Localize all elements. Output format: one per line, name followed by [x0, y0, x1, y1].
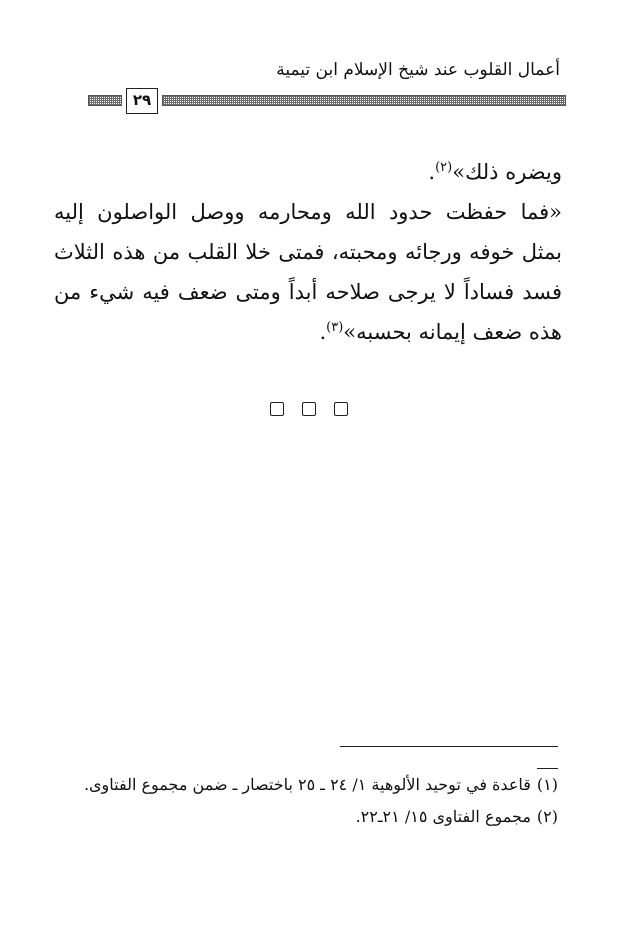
footnote-number: (١) [537, 768, 558, 801]
footnote-text: مجموع الفتاوى ١٥/ ٢١ـ٢٢. [355, 807, 531, 826]
footnote-ref: (٢) [435, 160, 453, 175]
footnote-separator [340, 746, 558, 747]
paragraph-text: «فما حفظت حدود الله ومحارمه ووصل الواصلون إليه بمثل خوفه ورجائه ومحبته، فمتى خلا القلب من هذه الثلاث فسد فساداً لا يرجى صلاحه أبداً ومتى ضعف فيه شيء من هذه ضعف إيمانه بحسبه» [54, 200, 562, 344]
header-bar [88, 90, 566, 112]
header-hatch-right [162, 95, 566, 106]
page-number: ٢٩ [126, 88, 158, 114]
paragraph [54, 152, 562, 192]
header-hatch-left [88, 95, 122, 106]
running-title: أعمال القلوب عند شيخ الإسلام ابن تيمية [276, 60, 560, 80]
paragraph-end: . [319, 320, 327, 344]
footnote [58, 768, 558, 801]
footnote-number: (٢) [536, 807, 558, 826]
body-text [54, 152, 562, 352]
paragraph [54, 192, 562, 352]
footnote-text: قاعدة في توحيد الألوهية ١/ ٢٤ ـ ٢٥ باختصار ـ ضمن مجموع الفتاوى. [83, 775, 531, 794]
footnote-ref: (٣) [326, 320, 344, 335]
ornament-square-icon [334, 402, 348, 416]
ornament-square-icon [302, 402, 316, 416]
footnote [58, 801, 558, 833]
paragraph-text: ويضره ذلك» [452, 160, 562, 184]
ornament-square-icon [270, 402, 284, 416]
section-ornament [0, 402, 618, 416]
paragraph-end: . [428, 160, 436, 184]
footnotes [58, 768, 558, 833]
